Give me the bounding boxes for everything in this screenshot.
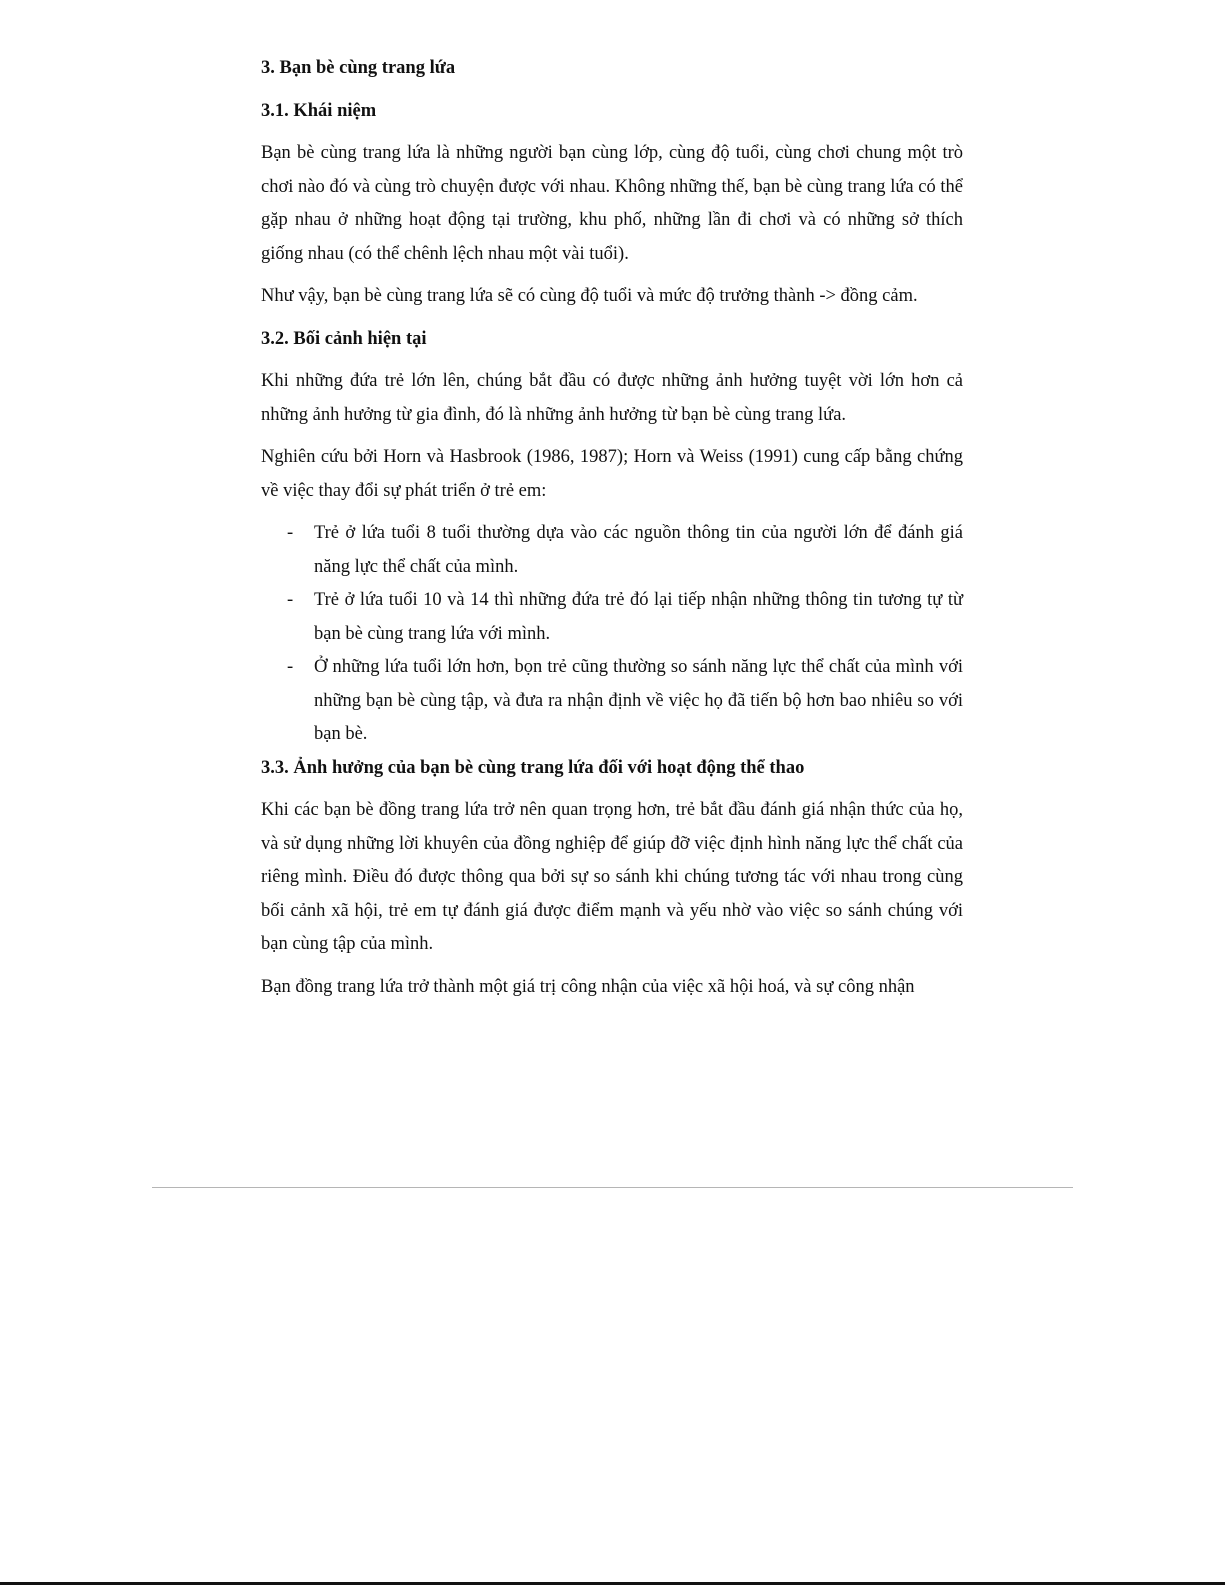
bullet-dash: - <box>287 657 294 677</box>
paragraph: Như vậy, bạn bè cùng trang lứa sẽ có cùng độ tuổi và mức độ trưởng thành -> đồng cảm. <box>261 286 918 306</box>
list-item-text: Trẻ ở lứa tuổi 10 và 14 thì những đứa trẻ đó lại tiếp nhận những thông tin tương tự từ bạn bè cùng trang lứa với mình. <box>314 590 963 644</box>
list-item-text: Ở những lứa tuổi lớn hơn, bọn trẻ cũng thường so sánh năng lực thể chất của mình với những bạn bè cùng tập, và đưa ra nhận định về việc họ đã tiến bộ hơn bao nhiêu so với bạn bè. <box>314 657 963 744</box>
section-heading-3-1: 3.1. Khái niệm <box>261 100 377 121</box>
section-heading-3-3: 3.3. Ảnh hưởng của bạn bè cùng trang lứa đối với hoạt động thể thao <box>261 757 805 778</box>
section-heading-3-2: 3.2. Bối cảnh hiện tại <box>261 328 427 349</box>
paragraph: Nghiên cứu bởi Horn và Hasbrook (1986, 1987); Horn và Weiss (1991) cung cấp bằng chứng về việc thay đổi sự phát triển ở trẻ em: <box>261 447 963 501</box>
section-heading-main: 3. Bạn bè cùng trang lứa <box>261 58 456 78</box>
bullet-list <box>261 517 963 752</box>
paragraph: Bạn bè cùng trang lứa là những người bạn cùng lớp, cùng độ tuổi, cùng chơi chung một trò chơi nào đó và cùng trò chuyện được với nhau. Không những thế, bạn bè cùng trang lứa có thể gặp nhau ở những hoạt động tại trường, khu phố, những lần đi chơi và có những sở thích giống nhau (có thể chênh lệch nhau một vài tuổi). <box>261 143 963 264</box>
list-item <box>261 584 963 651</box>
list-item-text: Trẻ ở lứa tuổi 8 tuổi thường dựa vào các nguồn thông tin của người lớn để đánh giá năng lực thể chất của mình. <box>314 523 963 577</box>
bullet-dash: - <box>287 523 294 543</box>
paragraph: Khi các bạn bè đồng trang lứa trở nên quan trọng hơn, trẻ bắt đầu đánh giá nhận thức của họ, và sử dụng những lời khuyên của đồng nghiệp để giúp đỡ việc định hình năng lực thể chất của riêng mình. Điều đó được thông qua bởi sự so sánh khi chúng tương tác với nhau trong cùng bối cảnh xã hội, trẻ em tự đánh giá được điểm mạnh và yếu nhờ vào việc so sánh chúng với bạn cùng tập của mình. <box>261 800 963 954</box>
document-body <box>261 52 963 1013</box>
list-item <box>261 651 963 752</box>
bullet-dash: - <box>287 590 294 610</box>
footer-divider <box>152 1187 1073 1188</box>
paragraph: Bạn đồng trang lứa trở thành một giá trị công nhận của việc xã hội hoá, và sự công nhận <box>261 976 915 997</box>
paragraph: Khi những đứa trẻ lớn lên, chúng bắt đầu có được những ảnh hưởng tuyệt vời lớn hơn cả những ảnh hưởng từ gia đình, đó là những ảnh hưởng từ bạn bè cùng trang lứa. <box>261 371 963 425</box>
list-item <box>261 517 963 584</box>
